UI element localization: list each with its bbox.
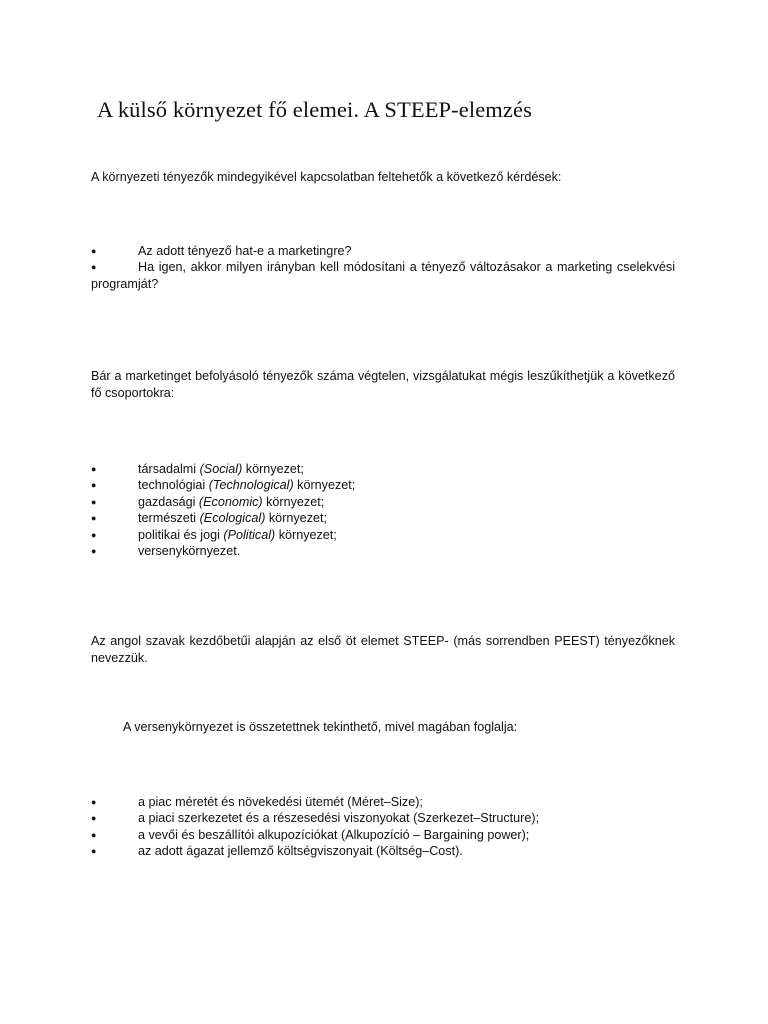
list-item xyxy=(91,794,675,810)
group-term: (Technological) xyxy=(208,478,294,493)
bullet-icon: ● xyxy=(91,797,97,807)
group-term: (Economic) xyxy=(198,494,263,509)
bullet-icon: ● xyxy=(91,262,97,273)
list-item xyxy=(91,461,675,477)
questions-list xyxy=(91,243,675,292)
bullet-icon: ● xyxy=(91,846,97,857)
steep-note-paragraph: Az angol szavak kezdőbetűi alapján az első öt elemet STEEP- (más sorrendben PEEST) tényezőknek nevezzük. xyxy=(91,634,675,665)
bullet-icon: ● xyxy=(91,464,97,474)
groups-list xyxy=(91,461,675,559)
list-item xyxy=(91,494,675,510)
group-label: politikai és jogi xyxy=(138,527,224,542)
list-item-text: Ha igen, akkor milyen irányban kell módosítani a tényező változásakor a marketing cselekvési programját? xyxy=(91,260,675,291)
group-label: technológiai xyxy=(138,478,209,493)
bullet-icon: ● xyxy=(91,829,97,840)
list-item xyxy=(91,477,675,493)
competition-list xyxy=(91,794,675,860)
list-item xyxy=(91,843,675,859)
group-term: (Social) xyxy=(199,462,243,476)
group-label: természeti xyxy=(138,511,200,526)
bullet-icon: ● xyxy=(91,513,97,524)
group-suffix: környezet; xyxy=(242,462,304,476)
groups-intro-paragraph: Bár a marketinget befolyásoló tényezők száma végtelen, vizsgálatukat mégis leszűkíthetjük a következő fő csoportokra: xyxy=(91,369,675,400)
group-term: (Ecological) xyxy=(199,511,266,526)
list-item-text: a piaci szerkezetet és a részesedési viszonyokat (Szerkezet–Structure); xyxy=(138,811,540,826)
list-item xyxy=(91,243,675,259)
bullet-icon: ● xyxy=(91,813,97,824)
list-item-text: a piac méretét és növekedési ütemét (Méret–Size); xyxy=(138,795,423,809)
competition-intro-paragraph: A versenykörnyezet is összetettnek tekinthető, mivel magában foglalja: xyxy=(123,720,518,734)
list-item-text: az adott ágazat jellemző költségviszonyait (Költség–Cost). xyxy=(138,844,463,859)
list-item xyxy=(91,527,675,543)
group-suffix: környezet; xyxy=(262,494,325,509)
bullet-icon: ● xyxy=(91,546,97,557)
group-suffix: környezet; xyxy=(293,478,356,493)
group-suffix: környezet; xyxy=(275,527,337,542)
group-suffix: környezet; xyxy=(265,511,327,526)
document-title: A külső környezet fő elemei. A STEEP-elemzés xyxy=(97,97,532,122)
bullet-icon: ● xyxy=(91,496,97,507)
list-item-text: Az adott tényező hat-e a marketingre? xyxy=(138,244,352,258)
group-label: gazdasági xyxy=(138,494,199,509)
group-label: versenykörnyezet. xyxy=(138,544,241,559)
list-item xyxy=(91,510,675,526)
bullet-icon: ● xyxy=(91,529,97,540)
list-item xyxy=(91,543,675,559)
group-term: (Political) xyxy=(223,527,276,542)
group-label: társadalmi xyxy=(138,462,200,476)
list-item xyxy=(91,810,675,826)
list-item xyxy=(91,259,675,292)
bullet-icon: ● xyxy=(91,480,97,491)
bullet-icon: ● xyxy=(91,246,97,256)
intro-paragraph: A környezeti tényezők mindegyikével kapcsolatban feltehetők a következő kérdések: xyxy=(91,170,562,184)
list-item xyxy=(91,827,675,843)
list-item-text: a vevői és beszállítói alkupozíciókat (Alkupozíció – Bargaining power); xyxy=(138,827,530,842)
